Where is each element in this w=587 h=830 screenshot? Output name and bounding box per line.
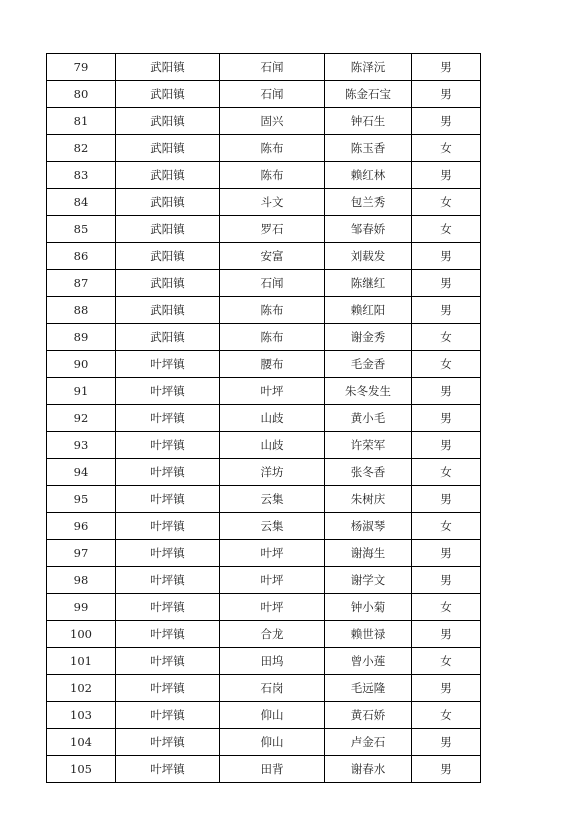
town-cell: 武阳镇 bbox=[116, 324, 220, 351]
name-cell: 邹春娇 bbox=[325, 216, 412, 243]
name-cell: 朱冬发生 bbox=[325, 378, 412, 405]
village-cell: 罗石 bbox=[220, 216, 325, 243]
row-number-cell: 81 bbox=[47, 108, 116, 135]
village-cell: 仰山 bbox=[220, 702, 325, 729]
table-row bbox=[47, 567, 481, 594]
name-cell: 钟小菊 bbox=[325, 594, 412, 621]
table-row bbox=[47, 621, 481, 648]
town-cell: 叶坪镇 bbox=[116, 567, 220, 594]
gender-cell: 女 bbox=[412, 324, 481, 351]
town-cell: 叶坪镇 bbox=[116, 621, 220, 648]
gender-cell: 男 bbox=[412, 108, 481, 135]
table-row bbox=[47, 405, 481, 432]
town-cell: 叶坪镇 bbox=[116, 459, 220, 486]
name-cell: 许荣军 bbox=[325, 432, 412, 459]
table-row bbox=[47, 135, 481, 162]
gender-cell: 男 bbox=[412, 540, 481, 567]
village-cell: 腰布 bbox=[220, 351, 325, 378]
row-number-cell: 85 bbox=[47, 216, 116, 243]
gender-cell: 男 bbox=[412, 378, 481, 405]
gender-cell: 男 bbox=[412, 621, 481, 648]
gender-cell: 男 bbox=[412, 729, 481, 756]
name-cell: 卢金石 bbox=[325, 729, 412, 756]
village-cell: 叶坪 bbox=[220, 378, 325, 405]
name-cell: 包兰秀 bbox=[325, 189, 412, 216]
gender-cell: 男 bbox=[412, 162, 481, 189]
gender-cell: 男 bbox=[412, 756, 481, 783]
town-cell: 武阳镇 bbox=[116, 54, 220, 81]
row-number-cell: 91 bbox=[47, 378, 116, 405]
roster-table-body bbox=[47, 54, 481, 783]
table-row bbox=[47, 270, 481, 297]
table-row bbox=[47, 675, 481, 702]
town-cell: 叶坪镇 bbox=[116, 594, 220, 621]
row-number-cell: 92 bbox=[47, 405, 116, 432]
name-cell: 谢学文 bbox=[325, 567, 412, 594]
name-cell: 陈玉香 bbox=[325, 135, 412, 162]
gender-cell: 女 bbox=[412, 189, 481, 216]
town-cell: 叶坪镇 bbox=[116, 540, 220, 567]
name-cell: 张冬香 bbox=[325, 459, 412, 486]
village-cell: 陈布 bbox=[220, 162, 325, 189]
town-cell: 叶坪镇 bbox=[116, 648, 220, 675]
row-number-cell: 94 bbox=[47, 459, 116, 486]
gender-cell: 女 bbox=[412, 135, 481, 162]
gender-cell: 女 bbox=[412, 216, 481, 243]
village-cell: 合龙 bbox=[220, 621, 325, 648]
name-cell: 毛金香 bbox=[325, 351, 412, 378]
village-cell: 斗文 bbox=[220, 189, 325, 216]
row-number-cell: 88 bbox=[47, 297, 116, 324]
gender-cell: 女 bbox=[412, 513, 481, 540]
row-number-cell: 79 bbox=[47, 54, 116, 81]
name-cell: 谢春水 bbox=[325, 756, 412, 783]
row-number-cell: 90 bbox=[47, 351, 116, 378]
name-cell: 杨淑琴 bbox=[325, 513, 412, 540]
table-row bbox=[47, 162, 481, 189]
gender-cell: 男 bbox=[412, 675, 481, 702]
town-cell: 叶坪镇 bbox=[116, 702, 220, 729]
name-cell: 黄小毛 bbox=[325, 405, 412, 432]
town-cell: 武阳镇 bbox=[116, 81, 220, 108]
town-cell: 武阳镇 bbox=[116, 243, 220, 270]
table-row bbox=[47, 432, 481, 459]
roster-table bbox=[46, 53, 481, 783]
village-cell: 山歧 bbox=[220, 405, 325, 432]
village-cell: 山歧 bbox=[220, 432, 325, 459]
name-cell: 谢金秀 bbox=[325, 324, 412, 351]
table-row bbox=[47, 351, 481, 378]
village-cell: 洋坊 bbox=[220, 459, 325, 486]
table-row bbox=[47, 216, 481, 243]
row-number-cell: 97 bbox=[47, 540, 116, 567]
row-number-cell: 98 bbox=[47, 567, 116, 594]
village-cell: 石闻 bbox=[220, 81, 325, 108]
town-cell: 叶坪镇 bbox=[116, 351, 220, 378]
table-row bbox=[47, 513, 481, 540]
gender-cell: 男 bbox=[412, 270, 481, 297]
gender-cell: 女 bbox=[412, 459, 481, 486]
town-cell: 武阳镇 bbox=[116, 162, 220, 189]
gender-cell: 女 bbox=[412, 351, 481, 378]
name-cell: 曾小莲 bbox=[325, 648, 412, 675]
village-cell: 石闻 bbox=[220, 270, 325, 297]
table-row bbox=[47, 108, 481, 135]
village-cell: 固兴 bbox=[220, 108, 325, 135]
name-cell: 陈继红 bbox=[325, 270, 412, 297]
table-row bbox=[47, 297, 481, 324]
row-number-cell: 101 bbox=[47, 648, 116, 675]
village-cell: 田背 bbox=[220, 756, 325, 783]
row-number-cell: 84 bbox=[47, 189, 116, 216]
row-number-cell: 99 bbox=[47, 594, 116, 621]
table-row bbox=[47, 378, 481, 405]
village-cell: 叶坪 bbox=[220, 567, 325, 594]
table-row bbox=[47, 486, 481, 513]
name-cell: 赖世禄 bbox=[325, 621, 412, 648]
row-number-cell: 89 bbox=[47, 324, 116, 351]
row-number-cell: 105 bbox=[47, 756, 116, 783]
name-cell: 赖红阳 bbox=[325, 297, 412, 324]
town-cell: 武阳镇 bbox=[116, 108, 220, 135]
table-row bbox=[47, 702, 481, 729]
town-cell: 叶坪镇 bbox=[116, 729, 220, 756]
gender-cell: 女 bbox=[412, 594, 481, 621]
name-cell: 刘载发 bbox=[325, 243, 412, 270]
gender-cell: 男 bbox=[412, 54, 481, 81]
town-cell: 叶坪镇 bbox=[116, 756, 220, 783]
row-number-cell: 104 bbox=[47, 729, 116, 756]
town-cell: 叶坪镇 bbox=[116, 405, 220, 432]
village-cell: 石岗 bbox=[220, 675, 325, 702]
town-cell: 武阳镇 bbox=[116, 297, 220, 324]
row-number-cell: 102 bbox=[47, 675, 116, 702]
row-number-cell: 95 bbox=[47, 486, 116, 513]
village-cell: 陈布 bbox=[220, 324, 325, 351]
table-row bbox=[47, 54, 481, 81]
town-cell: 武阳镇 bbox=[116, 216, 220, 243]
town-cell: 武阳镇 bbox=[116, 135, 220, 162]
name-cell: 朱树庆 bbox=[325, 486, 412, 513]
row-number-cell: 87 bbox=[47, 270, 116, 297]
village-cell: 叶坪 bbox=[220, 540, 325, 567]
village-cell: 叶坪 bbox=[220, 594, 325, 621]
village-cell: 安富 bbox=[220, 243, 325, 270]
table-row bbox=[47, 324, 481, 351]
row-number-cell: 80 bbox=[47, 81, 116, 108]
town-cell: 武阳镇 bbox=[116, 189, 220, 216]
village-cell: 陈布 bbox=[220, 135, 325, 162]
name-cell: 钟石生 bbox=[325, 108, 412, 135]
table-row bbox=[47, 81, 481, 108]
row-number-cell: 93 bbox=[47, 432, 116, 459]
town-cell: 叶坪镇 bbox=[116, 513, 220, 540]
town-cell: 叶坪镇 bbox=[116, 486, 220, 513]
gender-cell: 男 bbox=[412, 405, 481, 432]
name-cell: 黄石娇 bbox=[325, 702, 412, 729]
table-row bbox=[47, 243, 481, 270]
gender-cell: 男 bbox=[412, 81, 481, 108]
name-cell: 陈泽沅 bbox=[325, 54, 412, 81]
row-number-cell: 83 bbox=[47, 162, 116, 189]
table-row bbox=[47, 729, 481, 756]
village-cell: 云集 bbox=[220, 513, 325, 540]
table-row bbox=[47, 459, 481, 486]
row-number-cell: 96 bbox=[47, 513, 116, 540]
gender-cell: 男 bbox=[412, 243, 481, 270]
town-cell: 叶坪镇 bbox=[116, 432, 220, 459]
gender-cell: 男 bbox=[412, 486, 481, 513]
table-row bbox=[47, 756, 481, 783]
table-row bbox=[47, 594, 481, 621]
name-cell: 陈金石宝 bbox=[325, 81, 412, 108]
town-cell: 武阳镇 bbox=[116, 270, 220, 297]
village-cell: 陈布 bbox=[220, 297, 325, 324]
village-cell: 云集 bbox=[220, 486, 325, 513]
row-number-cell: 100 bbox=[47, 621, 116, 648]
name-cell: 谢海生 bbox=[325, 540, 412, 567]
gender-cell: 男 bbox=[412, 297, 481, 324]
town-cell: 叶坪镇 bbox=[116, 378, 220, 405]
table-row bbox=[47, 540, 481, 567]
gender-cell: 女 bbox=[412, 702, 481, 729]
row-number-cell: 103 bbox=[47, 702, 116, 729]
village-cell: 石闻 bbox=[220, 54, 325, 81]
gender-cell: 女 bbox=[412, 648, 481, 675]
table-row bbox=[47, 189, 481, 216]
town-cell: 叶坪镇 bbox=[116, 675, 220, 702]
name-cell: 赖红林 bbox=[325, 162, 412, 189]
gender-cell: 男 bbox=[412, 432, 481, 459]
row-number-cell: 86 bbox=[47, 243, 116, 270]
row-number-cell: 82 bbox=[47, 135, 116, 162]
table-row bbox=[47, 648, 481, 675]
village-cell: 田坞 bbox=[220, 648, 325, 675]
gender-cell: 男 bbox=[412, 567, 481, 594]
village-cell: 仰山 bbox=[220, 729, 325, 756]
name-cell: 毛远隆 bbox=[325, 675, 412, 702]
